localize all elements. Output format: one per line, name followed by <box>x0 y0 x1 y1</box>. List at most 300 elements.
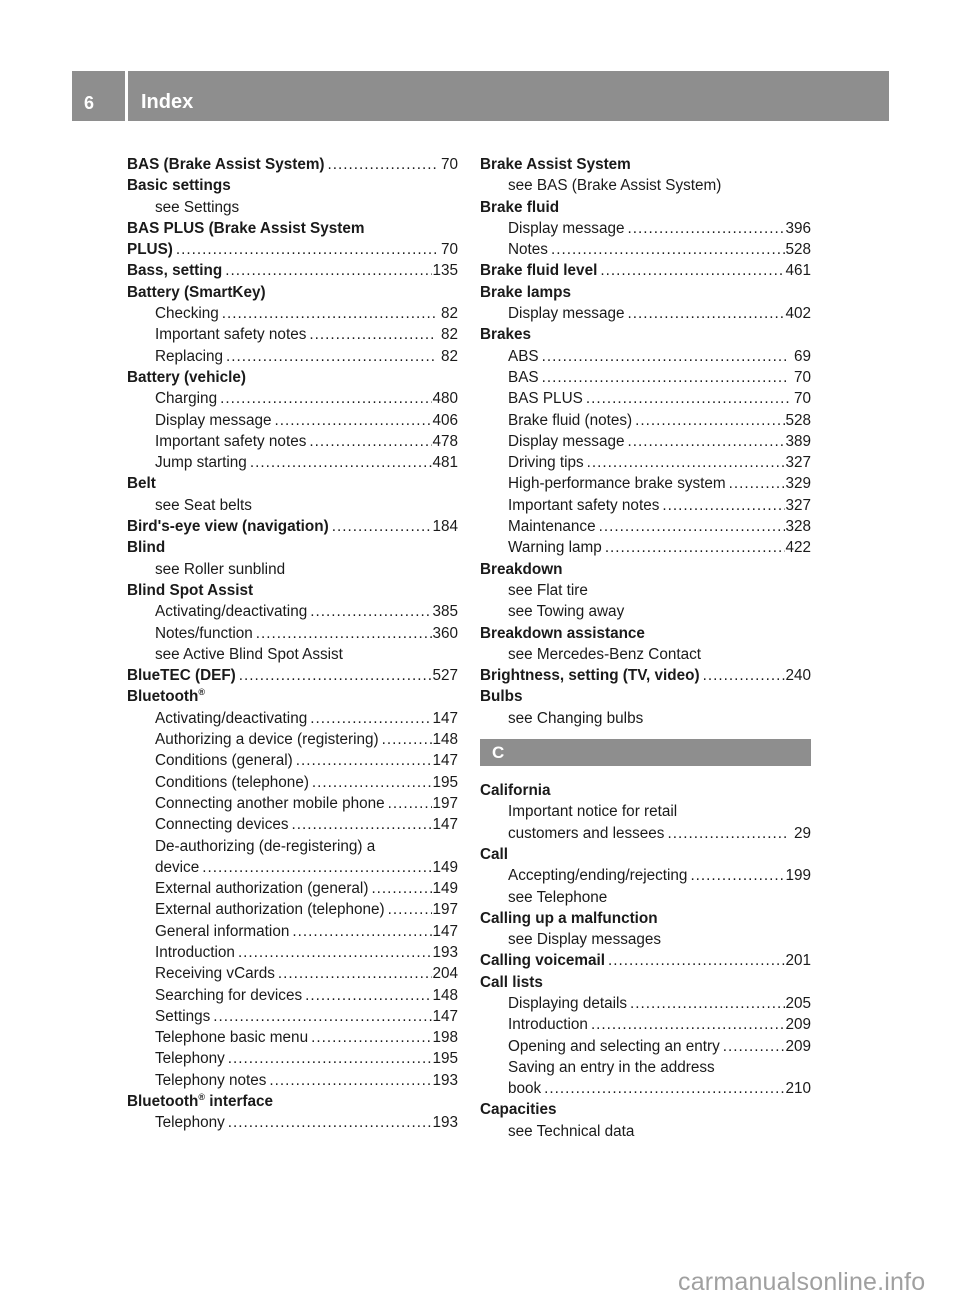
entry-text: Displaying details <box>508 994 628 1012</box>
entry-text: see Flat tire <box>508 581 588 599</box>
page-reference[interactable]: 147 <box>432 1007 458 1025</box>
entry-text: Display message <box>508 219 625 237</box>
entry-text: Breakdown assistance <box>480 624 645 642</box>
entry-label <box>155 836 375 857</box>
page-reference[interactable]: 82 <box>440 326 458 344</box>
index-subentry[interactable] <box>127 1006 458 1027</box>
entry-text: External authorization (general) <box>155 880 369 898</box>
entry-label <box>127 175 231 196</box>
page-reference[interactable]: 193 <box>432 1071 458 1089</box>
entry-text: ABS <box>508 347 539 365</box>
index-subentry[interactable] <box>127 942 458 963</box>
index-entry <box>127 1091 458 1112</box>
page-reference[interactable]: 402 <box>785 305 811 323</box>
entry-label <box>155 388 217 409</box>
entry-label <box>508 601 624 622</box>
entry-text: Brake lamps <box>480 283 571 301</box>
dot-leader <box>223 346 436 367</box>
index-subentry[interactable] <box>127 963 458 984</box>
page-reference[interactable]: 195 <box>432 1050 458 1068</box>
page-reference[interactable]: 70 <box>793 368 811 386</box>
entry-text: Accepting/ending/rejecting <box>508 867 688 885</box>
index-entry[interactable] <box>480 950 811 971</box>
dot-leader <box>247 452 433 473</box>
page-reference[interactable]: 209 <box>785 1016 811 1034</box>
dot-leader <box>659 495 785 516</box>
page-reference[interactable]: 198 <box>432 1029 458 1047</box>
index-subentry[interactable] <box>480 516 811 537</box>
dot-leader <box>222 260 432 281</box>
index-subentry[interactable] <box>480 823 811 844</box>
dot-leader <box>253 623 433 644</box>
index-subentry[interactable] <box>127 985 458 1006</box>
entry-label <box>480 908 658 929</box>
entry-label <box>155 814 289 835</box>
entry-label <box>508 708 643 729</box>
dot-leader <box>720 1036 786 1057</box>
index-entry <box>480 844 811 865</box>
page-reference[interactable]: 210 <box>785 1080 811 1098</box>
page-reference[interactable]: 197 <box>432 901 458 919</box>
dot-leader <box>726 473 786 494</box>
entry-label <box>508 239 548 260</box>
entry-text: Notes/function <box>155 624 253 642</box>
index-entry <box>127 175 458 196</box>
index-subentry[interactable] <box>127 303 458 324</box>
entry-text: Settings <box>155 1007 211 1025</box>
entry-text: see Telephone <box>508 888 608 906</box>
dot-leader <box>307 708 432 729</box>
entry-text: Telephone basic menu <box>155 1029 309 1047</box>
index-subentry[interactable] <box>480 1036 811 1057</box>
entry-text: Breakdown <box>480 560 563 578</box>
index-subentry <box>127 644 458 665</box>
dot-leader <box>217 388 432 409</box>
entry-label <box>480 324 531 345</box>
entry-text: Blind Spot Assist <box>127 581 254 599</box>
dot-leader <box>302 985 432 1006</box>
index-entry <box>127 473 458 494</box>
index-subentry[interactable] <box>480 865 811 886</box>
index-subentry[interactable] <box>127 793 458 814</box>
index-entry <box>127 537 458 558</box>
entry-text: Battery (vehicle) <box>127 368 247 386</box>
dot-leader <box>627 993 785 1014</box>
index-subentry[interactable] <box>127 1048 458 1069</box>
index-entry[interactable] <box>127 154 458 175</box>
entry-label <box>155 346 223 367</box>
index-subentry[interactable] <box>127 1070 458 1091</box>
dot-leader <box>325 154 436 175</box>
page-reference[interactable]: 406 <box>432 411 458 429</box>
entry-label <box>508 495 659 516</box>
page-reference[interactable]: 204 <box>432 965 458 983</box>
entry-text: Opening and selecting an entry <box>508 1037 720 1055</box>
index-subentry[interactable] <box>480 431 811 452</box>
dot-leader <box>602 537 786 558</box>
entry-text: Brightness, setting (TV, video) <box>480 667 700 685</box>
entry-label <box>508 410 632 431</box>
entry-text: Activating/deactivating <box>155 709 308 727</box>
dot-leader <box>225 1048 433 1069</box>
entry-text: Important notice for retail <box>508 803 678 821</box>
dot-leader <box>329 516 433 537</box>
index-subentry <box>127 559 458 580</box>
entry-text: Introduction <box>155 943 235 961</box>
dot-leader <box>219 303 436 324</box>
index-subentry[interactable] <box>480 473 811 494</box>
entry-text: Basic settings <box>127 177 231 195</box>
index-subentry <box>480 708 811 729</box>
page-reference[interactable]: 193 <box>432 1114 458 1132</box>
entry-label <box>480 154 631 175</box>
dot-leader <box>306 431 432 452</box>
entry-label <box>155 1048 225 1069</box>
entry-label <box>480 197 559 218</box>
page-reference[interactable]: 527 <box>432 667 458 685</box>
entry-text: Belt <box>127 475 156 493</box>
index-entry[interactable] <box>127 260 458 281</box>
dot-leader <box>539 367 789 388</box>
dot-leader <box>309 772 433 793</box>
entry-label <box>127 1091 273 1112</box>
entry-text: California <box>480 782 551 800</box>
page-reference[interactable]: 69 <box>793 347 811 365</box>
entry-text: Receiving vCards <box>155 965 275 983</box>
page-reference[interactable]: 481 <box>432 454 458 472</box>
page-reference[interactable]: 205 <box>785 994 811 1012</box>
index-subentry[interactable] <box>127 388 458 409</box>
index-entry[interactable] <box>127 665 458 686</box>
entry-label <box>508 993 627 1014</box>
index-entry[interactable] <box>480 260 811 281</box>
entry-label <box>480 1099 557 1120</box>
entry-label <box>155 750 293 771</box>
entry-text: customers and lessees <box>508 824 665 842</box>
index-subentry[interactable] <box>127 921 458 942</box>
entry-text: Calling up a malfunction <box>480 909 658 927</box>
page-title: Index <box>128 71 889 121</box>
entry-label <box>508 388 583 409</box>
entry-text: Bass, setting <box>127 262 223 280</box>
index-subentry[interactable] <box>127 772 458 793</box>
registered-mark: ® <box>198 687 206 698</box>
entry-text: High-performance brake system <box>508 475 726 493</box>
entry-text: Authorizing a device (registering) <box>155 731 379 749</box>
dot-leader <box>541 1078 785 1099</box>
dot-leader <box>539 346 789 367</box>
entry-text: Important safety notes <box>155 432 307 450</box>
dot-leader <box>210 1006 432 1027</box>
entry-label <box>155 431 306 452</box>
entry-label <box>508 1014 588 1035</box>
entry-text: Call <box>480 845 509 863</box>
entry-label <box>508 580 588 601</box>
index-entry <box>127 218 458 239</box>
index-subentry[interactable] <box>127 899 458 920</box>
entry-label <box>155 772 309 793</box>
entry-text: Brake fluid level <box>480 262 598 280</box>
index-subentry[interactable] <box>480 410 811 431</box>
entry-text: Display message <box>508 305 625 323</box>
index-subentry[interactable] <box>127 708 458 729</box>
entry-text: Important safety notes <box>155 326 307 344</box>
entry-text: device <box>155 858 200 876</box>
entry-text: Saving an entry in the address <box>508 1058 715 1076</box>
entry-label <box>480 559 562 580</box>
page-reference[interactable]: 197 <box>432 794 458 812</box>
page-reference[interactable]: 184 <box>432 518 458 536</box>
entry-label <box>127 537 165 558</box>
entry-text: Connecting another mobile phone <box>155 794 385 812</box>
entry-text: see Mercedes-Benz Contact <box>508 645 702 663</box>
entry-text: Checking <box>155 305 219 323</box>
index-entry[interactable] <box>480 665 811 686</box>
index-subentry <box>127 836 458 857</box>
index-entry <box>480 908 811 929</box>
dot-leader <box>266 1070 432 1091</box>
index-subentry <box>480 801 811 822</box>
index-subentry[interactable] <box>480 303 811 324</box>
entry-label <box>480 950 605 971</box>
page-reference[interactable]: 240 <box>785 667 811 685</box>
index-subentry[interactable] <box>127 878 458 899</box>
page-reference[interactable]: 385 <box>432 603 458 621</box>
page-reference[interactable]: 148 <box>432 731 458 749</box>
dot-leader <box>368 878 432 899</box>
entry-text: De-authorizing (de-registering) a <box>155 837 376 855</box>
dot-leader <box>235 942 433 963</box>
page-reference[interactable]: 396 <box>785 219 811 237</box>
dot-leader <box>597 260 785 281</box>
entry-label <box>508 1036 720 1057</box>
page-reference[interactable]: 193 <box>432 943 458 961</box>
page-reference[interactable]: 360 <box>432 624 458 642</box>
entry-text: Battery (SmartKey) <box>127 283 266 301</box>
index-entry <box>127 580 458 601</box>
entry-label <box>127 239 173 260</box>
entry-label <box>127 580 253 601</box>
entry-text: Conditions (general) <box>155 752 293 770</box>
dot-leader <box>385 899 433 920</box>
page-reference[interactable]: 389 <box>785 432 811 450</box>
page-reference[interactable]: 148 <box>432 986 458 1004</box>
entry-label <box>155 1070 266 1091</box>
page-reference[interactable]: 327 <box>785 496 811 514</box>
page-reference[interactable]: 329 <box>785 475 811 493</box>
index-subentry[interactable] <box>480 346 811 367</box>
page-number: 6 <box>72 71 125 121</box>
index-subentry[interactable] <box>127 452 458 473</box>
index-entry <box>127 367 458 388</box>
page-reference[interactable]: 149 <box>432 858 458 876</box>
index-subentry[interactable] <box>480 537 811 558</box>
index-entry[interactable] <box>127 516 458 537</box>
index-subentry[interactable] <box>480 1078 811 1099</box>
entry-label <box>155 1027 308 1048</box>
index-subentry <box>480 1121 811 1142</box>
entry-label <box>127 665 236 686</box>
page-reference[interactable]: 70 <box>440 241 458 259</box>
page-reference[interactable]: 70 <box>440 156 458 173</box>
entry-text: see Active Blind Spot Assist <box>155 645 343 663</box>
dot-leader <box>700 665 786 686</box>
entry-text: Important safety notes <box>508 496 660 514</box>
dot-leader <box>271 410 432 431</box>
entry-text: see Seat belts <box>155 496 252 514</box>
index-entry <box>480 282 811 303</box>
index-subentry[interactable] <box>480 495 811 516</box>
entry-text: Bulbs <box>480 688 523 706</box>
index-subentry[interactable] <box>480 367 811 388</box>
entry-label <box>127 218 364 239</box>
index-subentry <box>480 887 811 908</box>
page-reference[interactable]: 209 <box>785 1037 811 1055</box>
entry-label <box>155 878 368 899</box>
entry-text: Maintenance <box>508 518 596 536</box>
index-subentry[interactable] <box>127 750 458 771</box>
entry-label <box>508 367 539 388</box>
entry-text: Notes <box>508 241 548 259</box>
entry-label <box>127 367 246 388</box>
registered-mark: ® <box>198 1092 206 1103</box>
page-reference[interactable]: 478 <box>432 432 458 450</box>
dot-leader <box>583 388 789 409</box>
page-reference[interactable]: 82 <box>440 305 458 323</box>
page-reference[interactable]: 461 <box>785 262 811 280</box>
entry-text: Introduction <box>508 1016 588 1034</box>
index-entry <box>480 559 811 580</box>
entry-label <box>508 865 687 886</box>
entry-label <box>480 844 508 865</box>
index-subentry <box>480 175 811 196</box>
entry-text: Bluetooth <box>127 1093 199 1111</box>
dot-leader <box>548 239 786 260</box>
page-reference[interactable]: 199 <box>785 867 811 885</box>
index-subentry[interactable] <box>127 324 458 345</box>
entry-label <box>155 1112 225 1133</box>
entry-text: see BAS (Brake Assist System) <box>508 177 722 195</box>
entry-label <box>508 516 596 537</box>
page-reference[interactable]: 422 <box>785 539 811 557</box>
entry-label <box>155 559 285 580</box>
page-reference[interactable]: 147 <box>432 922 458 940</box>
entry-label <box>127 282 266 303</box>
entry-text: Blind <box>127 539 166 557</box>
dot-leader <box>236 665 433 686</box>
dot-leader <box>605 950 786 971</box>
index-subentry <box>127 495 458 516</box>
page-reference[interactable]: 480 <box>432 390 458 408</box>
dot-leader <box>588 1014 786 1035</box>
page-reference[interactable]: 29 <box>793 824 811 842</box>
dot-leader <box>379 729 433 750</box>
page-reference[interactable]: 82 <box>440 347 458 365</box>
page-reference[interactable]: 147 <box>432 752 458 770</box>
index-entry <box>480 972 811 993</box>
page-reference[interactable]: 149 <box>432 880 458 898</box>
index-subentry <box>480 601 811 622</box>
entry-label <box>508 452 584 473</box>
index-subentry[interactable] <box>127 623 458 644</box>
index-subentry <box>480 929 811 950</box>
entry-text: Brake fluid (notes) <box>508 411 633 429</box>
entry-label <box>127 260 222 281</box>
page-reference[interactable]: 147 <box>432 816 458 834</box>
entry-label <box>480 282 571 303</box>
index-subentry[interactable] <box>480 239 811 260</box>
entry-text: Telephony notes <box>155 1071 267 1089</box>
index-entry[interactable] <box>127 239 458 260</box>
entry-label <box>508 929 661 950</box>
entry-text: see Changing bulbs <box>508 709 644 727</box>
entry-text-suffix: interface <box>205 1093 274 1111</box>
index-subentry[interactable] <box>480 993 811 1014</box>
index-subentry[interactable] <box>127 1112 458 1133</box>
index-entry <box>127 686 458 707</box>
entry-label <box>155 857 199 878</box>
entry-label <box>155 452 247 473</box>
index-subentry <box>480 644 811 665</box>
entry-text: Telephony <box>155 1114 225 1132</box>
index-entry <box>480 154 811 175</box>
entry-label <box>155 942 235 963</box>
dot-leader <box>596 516 786 537</box>
entry-text: Capacities <box>480 1101 557 1119</box>
index-column-right <box>480 154 811 1142</box>
entry-text: Warning lamp <box>508 539 602 557</box>
entry-label <box>480 972 543 993</box>
index-subentry[interactable] <box>480 452 811 473</box>
entry-label <box>508 887 607 908</box>
page-reference[interactable]: 328 <box>785 518 811 536</box>
page-reference[interactable]: 195 <box>432 773 458 791</box>
index-subentry[interactable] <box>480 218 811 239</box>
page-reference[interactable]: 147 <box>432 709 458 727</box>
entry-label <box>155 623 253 644</box>
page-reference[interactable]: 135 <box>432 262 458 280</box>
index-subentry[interactable] <box>127 729 458 750</box>
index-subentry[interactable] <box>480 388 811 409</box>
index-subentry[interactable] <box>127 346 458 367</box>
index-subentry[interactable] <box>127 601 458 622</box>
page-reference[interactable]: 70 <box>793 390 811 408</box>
index-subentry[interactable] <box>127 431 458 452</box>
entry-label <box>480 686 523 707</box>
index-subentry[interactable] <box>127 814 458 835</box>
index-subentry[interactable] <box>480 1014 811 1035</box>
entry-label <box>155 793 385 814</box>
entry-label <box>508 644 701 665</box>
entry-text: Activating/deactivating <box>155 603 308 621</box>
page-reference[interactable]: 528 <box>785 411 811 429</box>
page-reference[interactable]: 201 <box>785 952 811 970</box>
entry-text: Replacing <box>155 347 224 365</box>
entry-label <box>127 154 325 175</box>
page-reference[interactable]: 327 <box>785 454 811 472</box>
entry-text: Brake fluid <box>480 198 560 216</box>
page-reference[interactable]: 528 <box>785 241 811 259</box>
index-subentry[interactable] <box>127 1027 458 1048</box>
entry-text: Calling voicemail <box>480 952 605 970</box>
entry-text: Bird's-eye view (navigation) <box>127 518 329 536</box>
entry-label <box>127 473 156 494</box>
index-subentry[interactable] <box>127 410 458 431</box>
index-column-left <box>127 154 458 1134</box>
dot-leader <box>307 601 432 622</box>
index-subentry[interactable] <box>127 857 458 878</box>
entry-label <box>508 1078 541 1099</box>
